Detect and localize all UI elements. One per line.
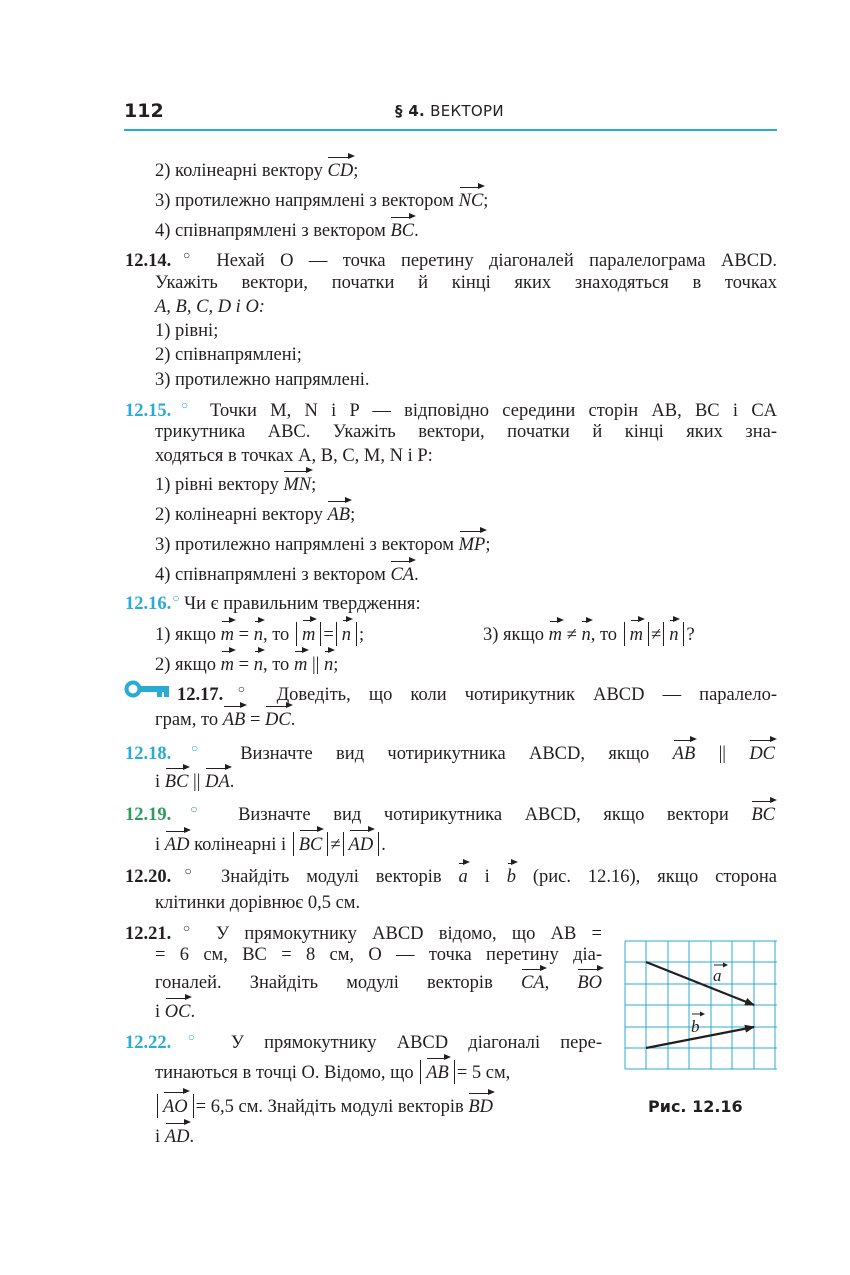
section-title: ВЕКТОРИ — [430, 102, 504, 120]
p19-line1: 12.19.○ Визначте вид чотирикутника ABCD, якщо вектори BC — [125, 802, 775, 825]
p13-item2: 2) колінеарні вектору CD; — [155, 161, 359, 181]
p15-item2: 2) колінеарні вектору AB; — [155, 505, 356, 525]
p20-line1: 12.20.○ Знайдіть модулі векторів a і b (рис. 12.16), якщо сторона — [125, 864, 778, 887]
p15-item4: 4) співнапрямлені з вектором CA. — [155, 565, 419, 585]
problem-number-12-17: 12.17. — [177, 685, 224, 705]
p21-line2: = 6 см, BC = 8 см, O — точка перетину діа- — [155, 945, 602, 965]
p15-item3: 3) протилежно напрямлені з вектором MP; — [155, 535, 491, 555]
p18-line1: 12.18.○ Визначте вид чотирикутника ABCD, якщо AB || DC — [125, 741, 776, 764]
vector-b-arrow — [646, 1027, 754, 1048]
problem-number-12-16: 12.16. — [125, 594, 172, 614]
section-header — [395, 102, 504, 120]
p22-line2: тинаються в точці O. Відомо, що AB = 5 см, — [155, 1060, 510, 1084]
figure-12-16-grid — [624, 940, 778, 1070]
p22-line4: і AD. — [155, 1127, 195, 1147]
p13-item3: 3) протилежно напрямлені з вектором NC; — [155, 191, 489, 211]
p21-line1: 12.21.○ У прямокутнику ABCD відомо, що AB = — [125, 921, 602, 944]
page-number: 112 — [124, 100, 164, 122]
p17-line1: 12.17.○ Доведіть, що коли чотирикутник ABCD — паралело- — [177, 682, 778, 705]
vector-a-label — [713, 963, 728, 986]
problem-number-12-15: 12.15. — [125, 401, 172, 421]
problem-number-12-21: 12.21. — [125, 924, 172, 944]
p15-line2: трикутника ABC. Укажіть вектори, початки й кінці яких зна- — [155, 422, 777, 442]
p14-item3: 3) протилежно напрямлені. — [155, 370, 370, 390]
p17-line2: грам, то AB = DC. — [155, 710, 296, 730]
p19-line2: і AD колінеарні і BC ≠ AD . — [155, 832, 386, 856]
problem-number-12-14: 12.14. — [125, 251, 172, 271]
p14-line3: A, B, C, D і O: — [155, 297, 265, 317]
p15-line3: ходяться в точках A, B, C, M, N і P: — [155, 446, 433, 466]
problem-number-12-22: 12.22. — [125, 1033, 172, 1053]
p21-line4: і OC. — [155, 1002, 196, 1022]
p20-line2: клітинки дорівнює 0,5 см. — [155, 893, 361, 913]
figure-caption: Рис. 12.16 — [648, 1097, 743, 1116]
key-icon — [124, 680, 172, 698]
header-rule — [124, 129, 777, 131]
p16-item2: 2) якщо m = n, то m || n; — [155, 655, 339, 675]
section-mark: § 4. — [395, 102, 426, 120]
p13-item4: 4) співнапрямлені з вектором BC. — [155, 221, 419, 241]
svg-text:a: a — [713, 966, 722, 985]
problem-number-12-20: 12.20. — [125, 867, 172, 887]
p14-line2: Укажіть вектори, початки й кінці яких знаходяться в точках — [155, 273, 777, 293]
grid-lines — [625, 941, 777, 1069]
p22-line3: AO = 6,5 см. Знайдіть модулі векторів BD — [155, 1094, 493, 1118]
p16-line1: 12.16.○ Чи є правильним твердження: — [125, 591, 421, 614]
p16-item1: 1) якщо m = n, то m = n ; — [155, 622, 364, 646]
problem-number-12-18: 12.18. — [125, 744, 172, 764]
p16-item3: 3) якщо m ≠ n, то m ≠ n ? — [483, 622, 695, 646]
p14-item2: 2) співнапрямлені; — [155, 345, 302, 365]
p22-line1: 12.22.○ У прямокутнику ABCD діагоналі пере- — [125, 1030, 603, 1053]
problem-number-12-19: 12.19. — [125, 805, 172, 825]
p14-item1: 1) рівні; — [155, 321, 219, 341]
p15-line1: 12.15.○ Точки M, N і P — відповідно середини сторін AB, BC і CA — [125, 398, 778, 421]
vector-b-label — [691, 1012, 705, 1037]
p15-item1: 1) рівні вектору MN; — [155, 475, 317, 495]
p21-line3: гоналей. Знайдіть модулі векторів CA, BO — [155, 973, 603, 993]
p18-line2: і BC || DA. — [155, 772, 235, 792]
p14-line1: 12.14.○ Нехай O — точка перетину діагоналей паралелограма ABCD. — [125, 248, 778, 271]
svg-text:b: b — [691, 1017, 700, 1036]
